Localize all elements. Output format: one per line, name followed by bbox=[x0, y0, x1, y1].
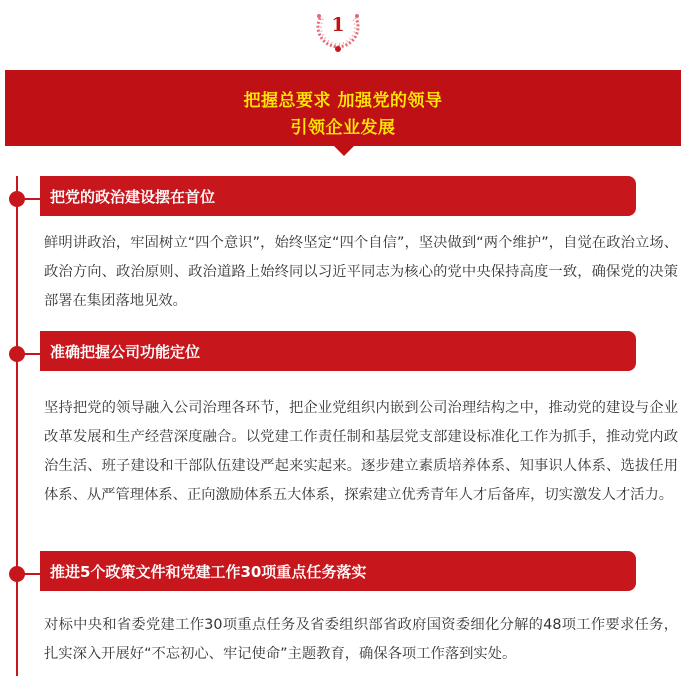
header-banner bbox=[5, 70, 681, 146]
section-title: 推进5个政策文件和党建工作30项重点任务落实 bbox=[50, 563, 367, 581]
banner-title-line-1: 把握总要求 加强党的领导 bbox=[243, 91, 443, 111]
section-heading-bar bbox=[40, 176, 636, 216]
section-paragraph: 对标中央和省委党建工作30项重点任务及省委组织部省政府国资委细化分解的48项工作要求任务，扎实深入开展好“不忘初心、牢记使命”主题教育，确保各项工作落到实处。 bbox=[44, 617, 678, 662]
section-heading-bar bbox=[40, 331, 636, 371]
timeline-connector bbox=[17, 198, 41, 200]
section-number-badge bbox=[312, 4, 364, 52]
banner-pointer bbox=[334, 146, 354, 156]
timeline-connector bbox=[17, 573, 41, 575]
badge-number: 1 bbox=[331, 14, 345, 36]
section-paragraph: 鲜明讲政治，牢固树立“四个意识”，始终坚定“四个自信”，坚决做到“两个维护”，自觉在政治立场、政治方向、政治原则、政治道路上始终同以习近平同志为核心的党中央保持高度一致，确保党的决策部署在集团落地见效。 bbox=[44, 235, 678, 309]
section-title: 准确把握公司功能定位 bbox=[50, 343, 201, 361]
timeline-connector bbox=[17, 353, 41, 355]
section-heading-bar bbox=[40, 551, 636, 591]
timeline-line bbox=[16, 176, 18, 676]
section-title: 把党的政治建设摆在首位 bbox=[50, 188, 216, 206]
section-paragraph: 坚持把党的领导融入公司治理各环节，把企业党组织内嵌到公司治理结构之中，推动党的建设与企业改革发展和生产经营深度融合。以党建工作责任制和基层党支部建设标准化工作为抓手，推动党内政治生活、班子建设和干部队伍建设严起来实起来。逐步建立素质培养体系、知事识人体系、选拔任用体系、从严管理体系、正向激励体系五大体系，探索建立优秀青年人才后备库，切实激发人才活力。 bbox=[44, 400, 678, 503]
banner-title-line-2: 引领企业发展 bbox=[290, 118, 396, 138]
